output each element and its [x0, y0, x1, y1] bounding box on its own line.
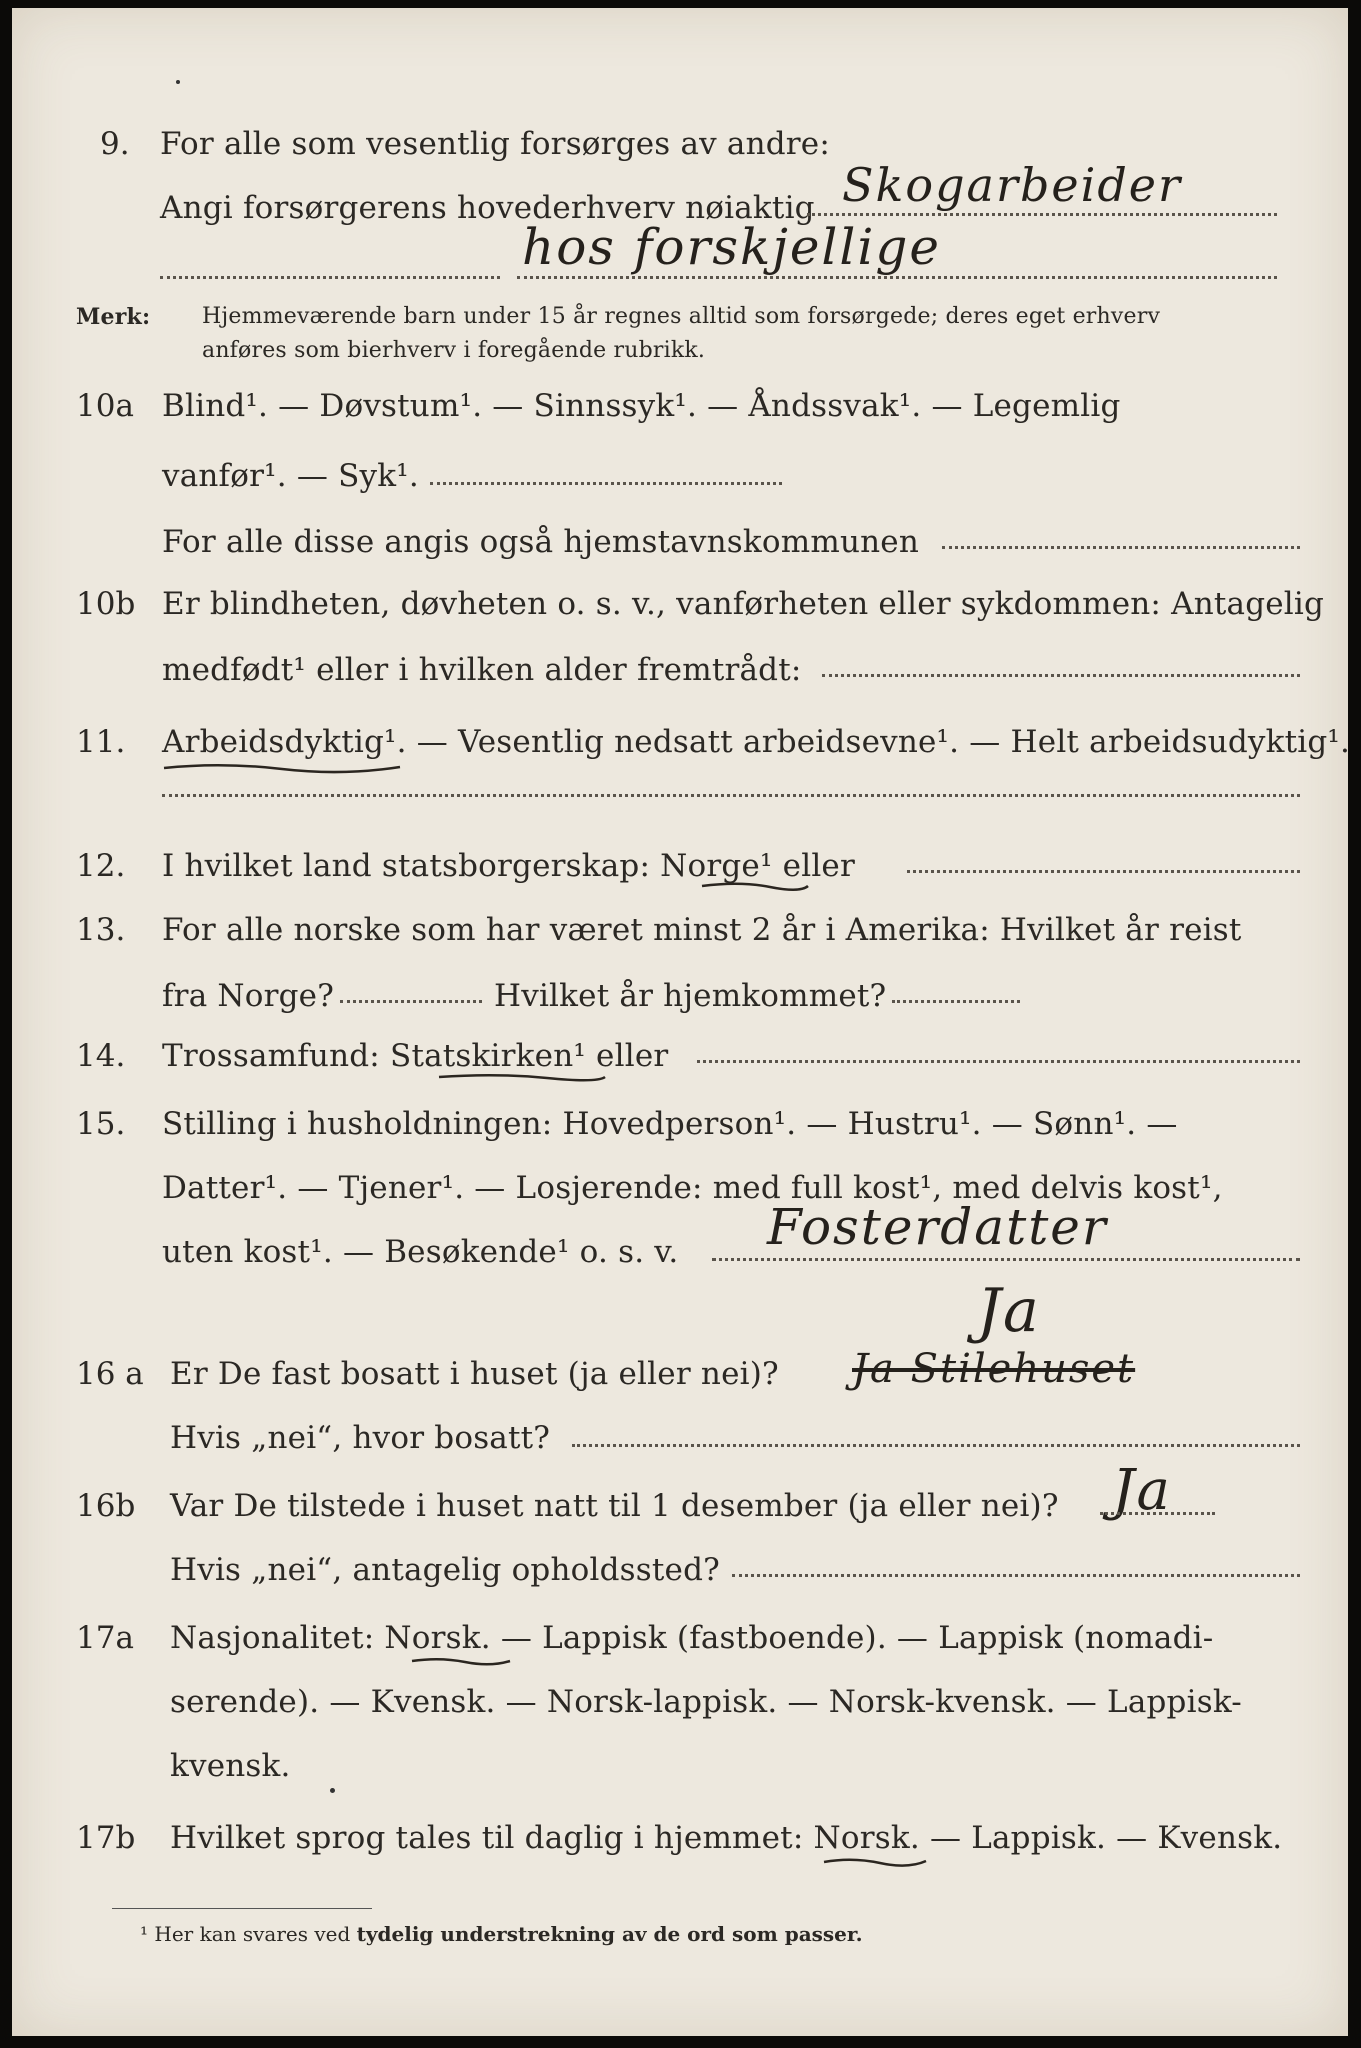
q17a-line3: kvensk.	[170, 1748, 291, 1784]
footnote-bold: tydelig understrekning av de ord som passer.	[356, 1922, 863, 1946]
q13-left-year-line	[340, 1000, 482, 1003]
q15-answer-line	[712, 1258, 1300, 1261]
q17b-line1: Hvilket sprog tales til daglig i hjemmet: Norsk. — Lappisk. — Kvensk.	[170, 1820, 1283, 1856]
q15-line3: uten kost¹. — Besøkende¹ o. s. v.	[162, 1234, 679, 1270]
q9-number: 9.	[100, 126, 130, 162]
q17a-line1: Nasjonalitet: Norsk. — Lappisk (fastboende). — Lappisk (nomadi-	[170, 1620, 1214, 1656]
q10a-line1: Blind¹. — Døvstum¹. — Sinnssyk¹. — Åndssvak¹. — Legemlig	[162, 388, 1121, 424]
paper-speck	[176, 80, 180, 84]
q15-line2: Datter¹. — Tjener¹. — Losjerende: med full kost¹, med delvis kost¹,	[162, 1170, 1223, 1206]
q10a-line3: For alle disse angis også hjemstavnskommunen	[162, 524, 919, 560]
q9-answer-occupation: Skogarbeider	[842, 158, 1182, 212]
q9-answer-employer: hos forskjellige	[522, 218, 941, 276]
q11-number: 11.	[76, 724, 126, 760]
q16b-answer: Ja	[1112, 1458, 1172, 1523]
q16a-struck-answer: Ja Stilehuset	[852, 1346, 1136, 1392]
q12-number: 12.	[76, 848, 126, 884]
q15-line1: Stilling i husholdningen: Hovedperson¹. — Hustru¹. — Sønn¹. —	[162, 1106, 1178, 1142]
q16b-answer-line	[1100, 1512, 1215, 1515]
q10b-line1: Er blindheten, døvheten o. s. v., vanførheten eller sykdommen: Antagelig	[162, 586, 1325, 622]
q9-answer-line2a	[160, 276, 500, 279]
q13-line2b: Hvilket år hjemkommet?	[494, 978, 887, 1014]
q10a-line2: vanfør¹. — Syk¹.	[162, 458, 419, 494]
q17b-number: 17b	[76, 1820, 136, 1856]
q16a-line2: Hvis „nei“, hvor bosatt?	[170, 1420, 551, 1456]
merk-line2: anføres som bierhverv i foregående rubrikk.	[202, 338, 706, 363]
merk-line1: Hjemmeværende barn under 15 år regnes alltid som forsørgede; deres eget erhverv	[202, 304, 1161, 329]
census-form-page	[12, 8, 1351, 2036]
q15-number: 15.	[76, 1106, 126, 1142]
q9-answer-line2b	[517, 276, 1277, 279]
paper-speck	[330, 1788, 335, 1793]
q11-answer-line	[162, 794, 1300, 797]
footnote-mark: ¹	[140, 1922, 149, 1946]
q12-answer-line	[907, 870, 1300, 873]
footnote-rule	[112, 1908, 372, 1909]
q10a-number: 10a	[76, 388, 134, 424]
q13-line1: For alle norske som har været minst 2 år i Amerika: Hvilket år reist	[162, 912, 1242, 948]
q9-line2: Angi forsørgerens hovederhverv nøiaktig	[160, 190, 815, 226]
q17a-line2: serende). — Kvensk. — Norsk-lappisk. — Norsk-kvensk. — Lappisk-	[170, 1684, 1242, 1720]
q14-line1: Trossamfund: Statskirken¹ eller	[162, 1038, 669, 1074]
q10a-answer-line	[430, 482, 782, 485]
q16b-number: 16b	[76, 1488, 136, 1524]
q16a-answer-line	[572, 1444, 1300, 1447]
q16b-location-line	[732, 1574, 1300, 1577]
q16a-line1: Er De fast bosatt i huset (ja eller nei)?	[170, 1356, 779, 1392]
q14-number: 14.	[76, 1038, 126, 1074]
q16a-answer: Ja	[977, 1276, 1041, 1346]
q17a-number: 17a	[76, 1620, 134, 1656]
q12-line1: I hvilket land statsborgerskap: Norge¹ eller	[162, 848, 855, 884]
q9-line1: For alle som vesentlig forsørges av andre:	[160, 126, 830, 162]
q12-underline-norge	[700, 880, 810, 894]
footnote	[140, 1922, 863, 1946]
q13-return-year-line	[892, 1000, 1020, 1003]
q11-line1: Arbeidsdyktig¹. — Vesentlig nedsatt arbeidsevne¹. — Helt arbeidsudyktig¹.	[162, 724, 1351, 760]
q14-answer-line	[697, 1060, 1300, 1063]
q16a-number: 16 a	[76, 1356, 144, 1392]
footnote-plain: Her kan svares ved	[154, 1922, 351, 1946]
q13-number: 13.	[76, 912, 126, 948]
q13-line2a: fra Norge?	[162, 978, 335, 1014]
q16b-line2: Hvis „nei“, antagelig opholdssted?	[170, 1552, 720, 1588]
q14-underline-statskirken	[437, 1072, 607, 1086]
q10a-home-line	[942, 546, 1300, 549]
merk-label: Merk:	[76, 304, 151, 330]
q10b-answer-line	[822, 674, 1300, 677]
q17b-underline-norsk	[822, 1856, 928, 1870]
q16b-line1: Var De tilstede i huset natt til 1 desember (ja eller nei)?	[170, 1488, 1059, 1524]
q10b-number: 10b	[76, 586, 136, 622]
q17a-underline-norsk	[410, 1656, 512, 1670]
q15-answer: Fosterdatter	[767, 1198, 1108, 1256]
q11-underline-mark	[162, 760, 402, 776]
q10b-line2: medfødt¹ eller i hvilken alder fremtrådt:	[162, 652, 802, 688]
q9-answer-line	[807, 213, 1277, 216]
